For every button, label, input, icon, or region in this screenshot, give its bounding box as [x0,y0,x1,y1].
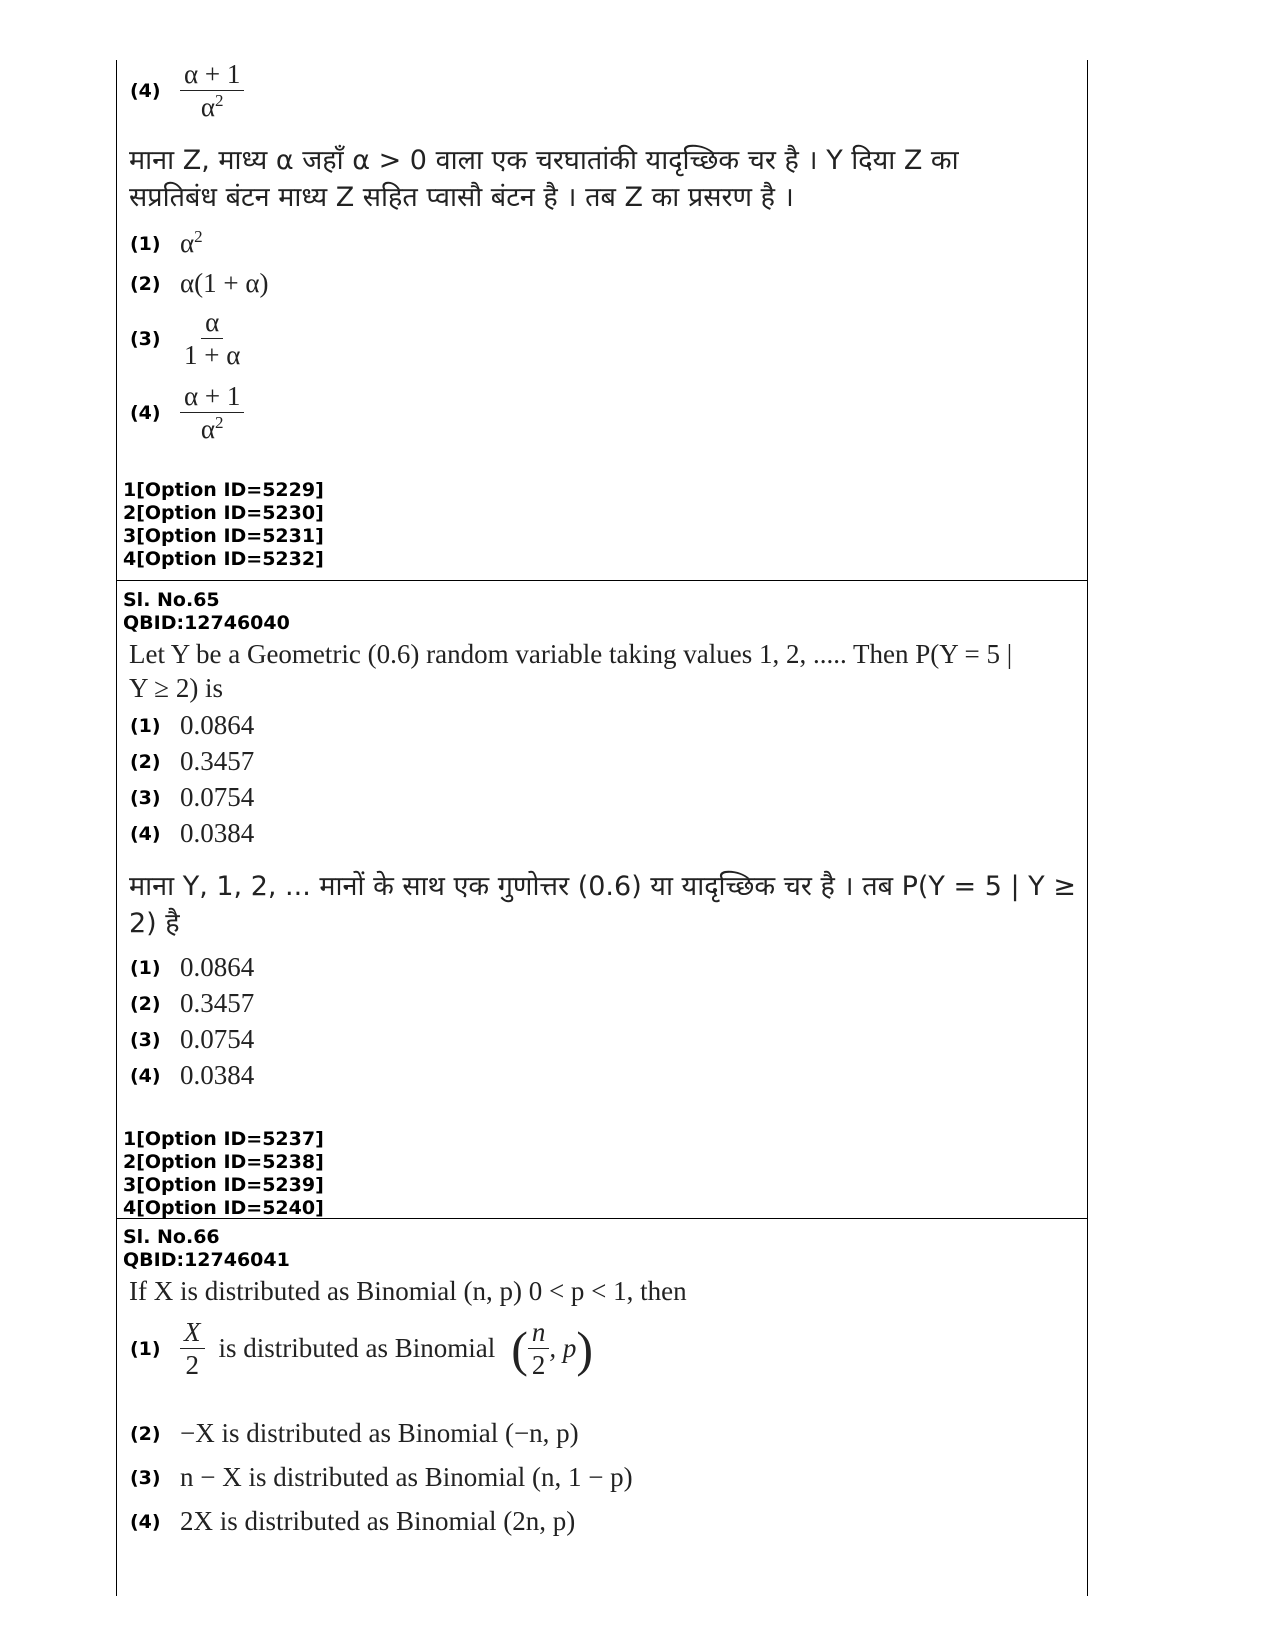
table-right-border [1087,60,1088,1596]
q64-hi-option-3: (3) $\frac{\alpha}{1 + \alpha}$ [130,306,244,371]
q66-option-1: (1) $\frac{X}{2}$ is distributed as Binomial ( $\frac{n}{2}$ , p ) [130,1317,594,1380]
q65-hindi-stem: माना Y, 1, 2, ... मानों के साथ एक गुणोत्तर (0.6) या यादृच्छिक चर है । तब P(Y = 5 | Y ≥ 2) है [129,871,1076,939]
q66-english-stem: If X is distributed as Binomial (n, p) 0 < p < 1, then [129,1276,687,1306]
q64-hi-option-4: (4) $\frac{\alpha + 1}{\alpha^2}$ [130,380,244,445]
q64-option-ids: 1[Option ID=5229] 2[Option ID=5230] 3[Option ID=5231] 4[Option ID=5232] [123,479,324,570]
row-divider-q65 [116,580,1088,581]
table-left-border [116,60,117,1596]
q64-hi-option-1: (1) $\alpha^2$ [130,227,203,258]
q65-hi-option-4: (4) 0.0384 [130,1060,255,1090]
q65-hi-option-1: (1) 0.0864 [130,952,255,982]
q65-english-stem: Let Y be a Geometric (0.6) random variable taking values 1, 2, ..... Then P(Y = 5 | Y ≥ 2) is [129,639,1013,703]
q66-option-2: (2) −X is distributed as Binomial (−n, p) [130,1418,579,1448]
q64-hindi-stem: माना Z, माध्य α जहाँ α > 0 वाला एक चरघातांकी यादृच्छिक चर है । Y दिया Z का सप्रतिबंध बंटन माध्य Z सहित प्वासौ बंटन है । तब Z का प्रसरण है । [129,145,959,213]
serial-number: Sl. No.65 [123,589,220,611]
q65-en-option-3: (3) 0.0754 [130,782,255,812]
serial-number: Sl. No.66 [123,1226,220,1248]
q65-hi-option-3: (3) 0.0754 [130,1024,255,1054]
fraction: $\frac{X}{2}$ [180,1316,205,1381]
fraction: $\frac{\alpha + 1}{\alpha^2}$ [180,380,244,445]
fraction: $\frac{\alpha + 1}{\alpha^2}$ [180,58,244,123]
q65-hi-option-2: (2) 0.3457 [130,988,255,1018]
q64-hi-option-2: (2) α(1 + α) [130,268,269,298]
q66-option-3: (3) n − X is distributed as Binomial (n, 1 − p) [130,1462,633,1492]
fraction: $\frac{n}{2}$ [528,1316,550,1381]
qbid: QBID:12746041 [123,1249,290,1271]
q66-option-4: (4) 2X is distributed as Binomial (2n, p) [130,1506,576,1536]
q65-en-option-2: (2) 0.3457 [130,746,255,776]
q66-header [123,1226,290,1272]
q65-en-option-1: (1) 0.0864 [130,710,255,740]
q65-en-option-4: (4) 0.0384 [130,818,255,848]
q64-en-option-4: (4) $\frac{\alpha + 1}{\alpha^2}$ [130,58,244,123]
qbid: QBID:12746040 [123,612,290,634]
q65-option-ids: 1[Option ID=5237] 2[Option ID=5238] 3[Option ID=5239] 4[Option ID=5240] [123,1128,324,1219]
fraction: $\frac{\alpha}{1 + \alpha}$ [184,307,241,370]
q65-header [123,589,290,635]
